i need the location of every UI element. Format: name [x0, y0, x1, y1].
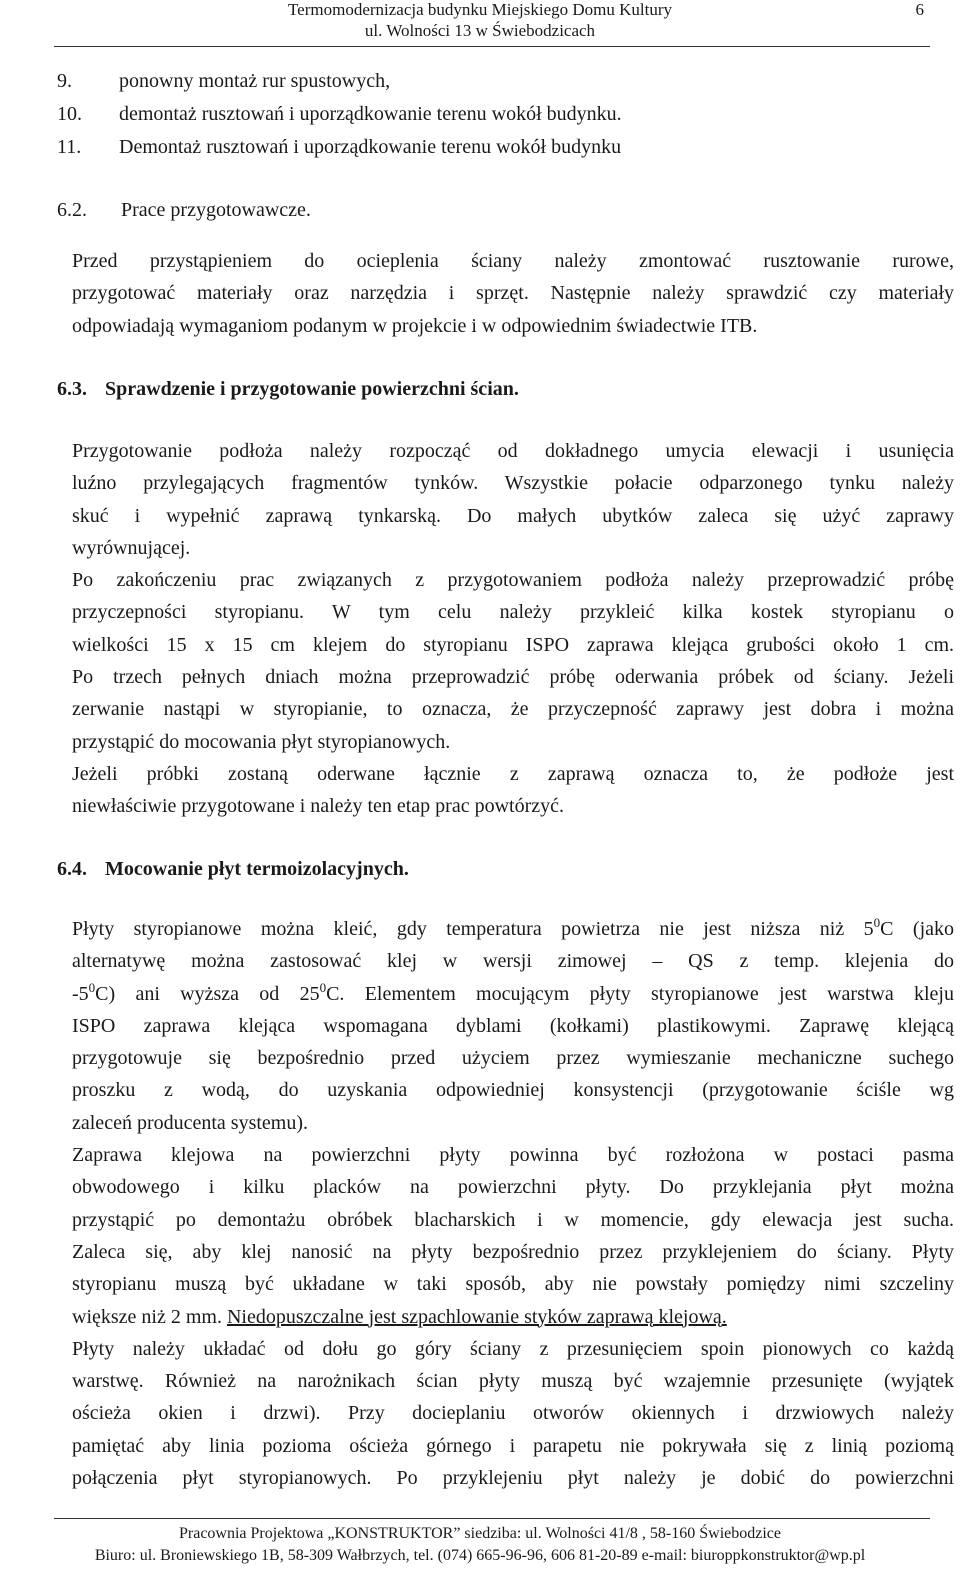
text-line — [72, 913, 954, 945]
superscript: 0 — [319, 979, 327, 995]
underlined-warning: Niedopuszczalne jest szpachlowanie styków zaprawą klejową. — [226, 1305, 727, 1328]
text-line: odpowiadają wymaganiom podanym w projekcie i w odpowiednim świadectwie ITB. — [72, 314, 758, 337]
page-number: 6 — [915, 0, 924, 19]
text-line: zerwanie nastąpi w styropianie, to oznacza, że przyczepność zaprawy jest dobra i można — [72, 698, 954, 721]
text-line: Zaprawa klejowa na powierzchni płyty powinna być rozłożona w postaci pasma — [72, 1144, 954, 1167]
header-title-line-2: ul. Wolności 13 w Świebodzicach — [364, 21, 596, 40]
section-title: Mocowanie płyt termoizolacyjnych. — [105, 858, 409, 880]
list-item-number: 11. — [57, 136, 82, 158]
text-line: niewłaściwie przygotowane i należy ten etap prac powtórzyć. — [72, 795, 565, 818]
text-line — [72, 978, 954, 1010]
footer-line-1: Pracownia Projektowa „KONSTRUKTOR” siedziba: ul. Wolności 41/8 , 58-160 Świebodzice — [178, 1525, 782, 1542]
text-line: wielkości 15 x 15 cm klejem do styropianu ISPO zaprawa klejąca grubości około 1 cm. — [72, 633, 954, 656]
text-line: zaleceń producenta systemu). — [72, 1111, 309, 1134]
text-line: ościeża okien i drzwi). Przy docieplaniu otworów okiennych i drzwiowych należy — [72, 1402, 954, 1425]
text-line: przyczepności styropianu. W tym celu należy przykleić kilka kostek styropianu o — [72, 601, 954, 624]
text-line: ISPO zaprawa klejąca wspomagana dyblami (kołkami) plastikowymi. Zaprawę klejącą — [72, 1014, 954, 1037]
text-line: styropianu muszą być układane w taki sposób, aby nie powstały pomiędzy nimi szczeliny — [72, 1273, 954, 1296]
section-heading-6-3 — [57, 377, 519, 401]
text-line: przystąpić do mocowania płyt styropianowych. — [72, 730, 451, 753]
section-heading-6-2 — [57, 198, 311, 222]
section-number: 6.3. — [57, 378, 87, 400]
list-item-text: Demontaż rusztowań i uporządkowanie terenu wokół budynku — [119, 136, 622, 158]
text-span: C. Elementem mocującym płyty styropianowe jest warstwa kleju — [326, 982, 954, 1005]
text-span: większe niż 2 mm. — [72, 1305, 227, 1328]
text-line: Po trzech pełnych dniach można przeprowadzić próbę oderwania próbek od ściany. Jeżeli — [72, 666, 954, 689]
header-title-line-1: Termomodernizacja budynku Miejskiego Domu Kultury — [287, 0, 673, 19]
footer-line-2: Biuro: ul. Broniewskiego 1B, 58-309 Wałbrzych, tel. (074) 665-96-96, 606 81-20-89 e-mail: biuroppkonstruktor@wp.pl — [94, 1547, 866, 1564]
text-line: Przed przystąpieniem do ocieplenia ściany należy zmontować rusztowanie rurowe, — [72, 250, 954, 272]
section-heading-6-4 — [57, 857, 409, 881]
text-line: luźno przylegających fragmentów tynków. Wszystkie połacie odparzonego tynku należy — [72, 472, 954, 495]
text-line: skuć i wypełnić zaprawą tynkarską. Do małych ubytków zaleca się użyć zaprawy — [72, 504, 954, 527]
list-item-text: demontaż rusztowań i uporządkowanie terenu wokół budynku. — [119, 103, 622, 125]
text-line: alternatywę można zastosować klej w wersji zimowej – QS z temp. klejenia do — [72, 950, 954, 973]
page-header — [0, 0, 960, 50]
text-span: C (jako — [880, 918, 955, 940]
text-line: Płyty należy układać od dołu go góry ściany z przesunięciem spoin pionowych co każdą — [72, 1337, 954, 1360]
text-line: przystąpić po demontażu obróbek blacharskich i w momencie, gdy elewacja jest sucha. — [72, 1208, 954, 1231]
text-line: Zaleca się, aby klej nanosić na płyty bezpośrednio przez przyklejeniem do ściany. Płyty — [72, 1240, 954, 1263]
text-line: połączenia płyt styropianowych. Po przyklejeniu płyt należy je dobić do powierzchni — [72, 1467, 954, 1490]
text-span: -5 — [72, 982, 89, 1005]
list-item-text: ponowny montaż rur spustowych, — [119, 70, 391, 92]
text-line: pamiętać aby linia pozioma ościeża górnego i parapetu nie pokrywała się z linią poziomą — [72, 1434, 954, 1457]
text-line: warstwę. Również na narożnikach ścian płyty muszą być wzajemnie przesunięte (wyjątek — [72, 1370, 954, 1393]
paragraph-6-4 — [72, 913, 954, 1494]
text-line: wyrównującej. — [72, 536, 191, 559]
text-line: obwodowego i kilku placków na powierzchni płyty. Do przyklejania płyt można — [72, 1176, 954, 1199]
superscript: 0 — [873, 915, 881, 930]
section-title: Sprawdzenie i przygotowanie powierzchni ścian. — [105, 378, 519, 400]
footer-divider — [54, 1518, 930, 1519]
list-item-number: 10. — [57, 103, 82, 125]
header-divider — [54, 46, 930, 47]
text-span: Płyty styropianowe można kleić, gdy temperatura powietrza nie jest niższa niż 5 — [72, 918, 874, 940]
text-line: Jeżeli próbki zostaną oderwane łącznie z zaprawą oznacza to, że podłoże jest — [72, 762, 954, 785]
superscript: 0 — [88, 979, 96, 995]
text-line: proszku z wodą, do uzyskania odpowiedniej konsystencji (przygotowanie ściśle wg — [72, 1079, 954, 1102]
section-title: Prace przygotowawcze. — [121, 199, 311, 221]
paragraph-6-2 — [72, 245, 954, 342]
text-line: Po zakończeniu prac związanych z przygotowaniem podłoża należy przeprowadzić próbę — [72, 569, 954, 592]
section-number: 6.4. — [57, 858, 87, 880]
text-line — [72, 1301, 954, 1333]
list-item-number: 9. — [57, 70, 72, 92]
text-line: Przygotowanie podłoża należy rozpocząć od dokładnego umycia elewacji i usunięcia — [72, 440, 954, 462]
text-span: C) ani wyższa od 25 — [95, 982, 320, 1005]
paragraph-6-3 — [72, 435, 954, 823]
text-line: przygotowuje się bezpośrednio przed użyciem przez wymieszanie mechaniczne suchego — [72, 1047, 954, 1070]
section-number: 6.2. — [57, 199, 87, 221]
text-line: przygotować materiały oraz narzędzia i sprzęt. Następnie należy sprawdzić czy materiały — [72, 282, 954, 305]
